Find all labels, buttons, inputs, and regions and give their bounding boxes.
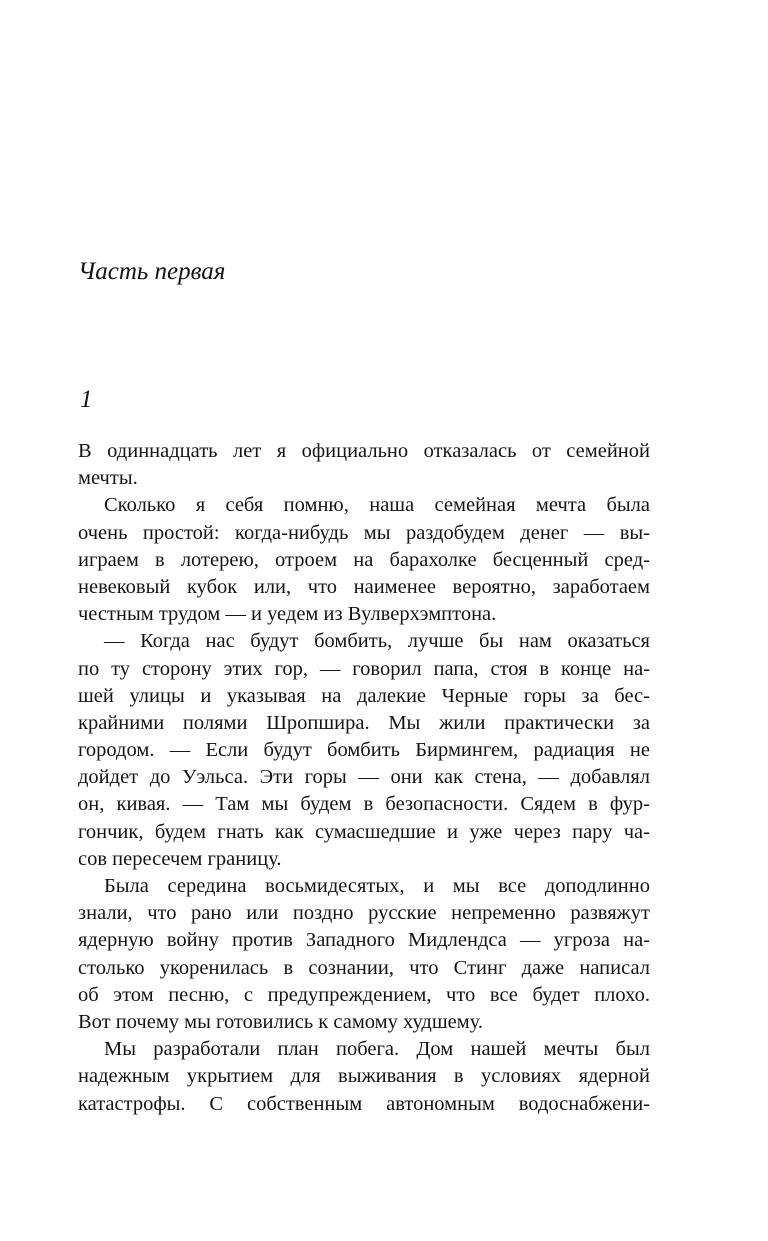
paragraph	[78, 628, 650, 873]
text-line: гончик, будем гнать как сумасшедшие и уже через пару ча-	[78, 820, 650, 843]
text-line: Была середина восьмидесятых, и мы все доподлинно	[104, 875, 650, 897]
text-line: — Когда нас будут бомбить, лучше бы нам оказаться	[104, 630, 650, 653]
chapter-body-text	[78, 438, 650, 1118]
text-line: играем в лотерею, отроем на барахолке бесценный сред-	[78, 548, 650, 571]
text-line: мечты.	[78, 467, 138, 490]
text-line: дойдет до Уэльса. Эти горы — они как стена, — добавлял	[78, 766, 650, 789]
text-line: он, кивая. — Там мы будем в безопасности. Сядем в фур-	[78, 793, 650, 816]
text-line: честным трудом — и уедем из Вулверхэмптона.	[78, 603, 497, 626]
text-line: невековый кубок или, что наименее вероятно, заработаем	[78, 575, 650, 598]
text-line: очень простой: когда-нибудь мы раздобудем денег — вы-	[78, 521, 650, 544]
text-line: катастрофы. С собственным автономным водоснабжени-	[78, 1092, 650, 1115]
text-line: крайними полями Шропшира. Мы жили практически за	[78, 711, 650, 734]
text-line: Вот почему мы готовились к самому худшему.	[78, 1010, 484, 1033]
text-line: сов пересечем границу.	[78, 847, 282, 870]
paragraph	[78, 873, 650, 1036]
part-title: Часть первая	[78, 258, 226, 285]
text-line: об этом песню, с предупреждением, что все будет плохо.	[78, 983, 650, 1006]
text-line: Сколько я себя помню, наша семейная мечта была	[104, 494, 650, 517]
text-line: по ту сторону этих гор, — говорил папа, стоя в конце на-	[78, 657, 650, 680]
text-line: городом. — Если будут бомбить Бирмингем, радиация не	[78, 739, 650, 762]
paragraph	[78, 492, 650, 628]
text-line: столько укоренилась в сознании, что Стинг даже написал	[78, 956, 650, 979]
book-page	[78, 0, 650, 1241]
text-line: Мы разработали план побега. Дом нашей мечты был	[104, 1038, 650, 1061]
text-line: ядерную войну против Западного Мидлендса — угроза на-	[78, 929, 650, 952]
paragraph	[78, 1036, 650, 1118]
text-line: шей улицы и указывая на далекие Черные горы за бес-	[78, 684, 650, 707]
paragraph	[78, 438, 650, 492]
text-line: В одиннадцать лет я официально отказалась от семейной	[78, 440, 650, 462]
text-line: надежным укрытием для выживания в условиях ядерной	[78, 1065, 650, 1088]
chapter-number: 1	[80, 386, 93, 413]
text-line: знали, что рано или поздно русские непременно развяжут	[78, 902, 650, 925]
